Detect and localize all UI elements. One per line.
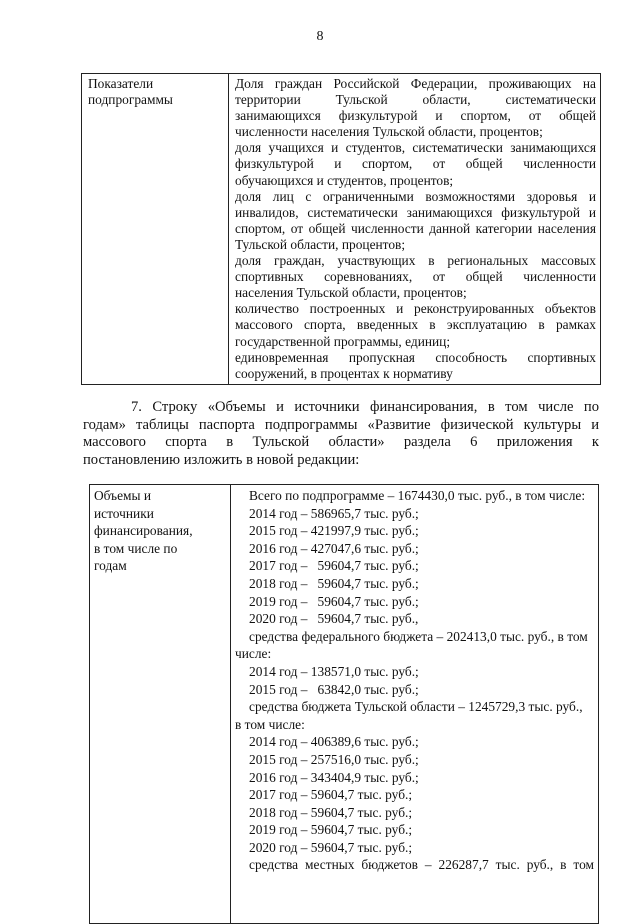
financing-line: 2015 год – 257516,0 тыс. руб.; [249, 751, 419, 767]
financing-line: числе: [235, 646, 272, 662]
financing-line: 2015 год – 421997,9 тыс. руб.; [249, 523, 419, 539]
financing-line: 2020 год – 59604,7 тыс. руб.; [249, 839, 413, 855]
financing-line: 2018 год – 59604,7 тыс. руб.; [249, 804, 413, 820]
page-number: 8 [316, 29, 324, 44]
indicators-line: количество построенных и реконструированных объектов [235, 301, 596, 317]
indicators-label-cell [82, 74, 229, 385]
paragraph-line: 7. Строку «Объемы и источники финансирования, в том числе по [131, 399, 599, 415]
financing-label-line: финансирования, [94, 523, 193, 539]
financing-line: 2020 год – 59604,7 тыс. руб., [249, 611, 419, 627]
indicators-line: численности населения Тульской области, процентов; [235, 124, 543, 140]
financing-line: в том числе: [235, 716, 305, 732]
indicators-line: доля лиц с ограниченными возможностями здоровья и [235, 188, 596, 204]
financing-value-cell [231, 485, 599, 924]
amendment-paragraph [83, 399, 599, 469]
indicators-value-cell [229, 74, 601, 385]
financing-line: 2016 год – 427047,6 тыс. руб.; [249, 540, 419, 556]
indicators-line: территории Тульской области, систематически [235, 92, 596, 108]
financing-label-line: годам [94, 558, 127, 574]
indicators-line: единовременная пропускная способность спортивных [235, 349, 596, 365]
financing-label-line: в том числе по [94, 540, 178, 556]
financing-line: 2017 год – 59604,7 тыс. руб.; [249, 558, 419, 574]
financing-label-line: источники [94, 505, 154, 521]
paragraph-line: постановлению изложить в новой редакции: [83, 451, 360, 468]
table-row [82, 74, 601, 385]
indicators-line: Тульской области, процентов; [235, 236, 406, 252]
financing-line: средства местных бюджетов – 226287,7 тыс. руб., в том [249, 857, 594, 873]
indicators-line: инвалидов, систематически занимающихся физкультурой и [235, 204, 596, 220]
financing-line: 2017 год – 59604,7 тыс. руб.; [249, 787, 413, 803]
indicators-line: доля учащихся и студентов, систематически занимающихся [235, 140, 596, 156]
indicators-line: государственной программы, единиц; [235, 333, 451, 349]
financing-line: 2014 год – 138571,0 тыс. руб.; [249, 663, 419, 679]
indicators-table [81, 73, 601, 385]
table-row [90, 485, 599, 924]
financing-line: средства федерального бюджета – 202413,0 тыс. руб., в том [249, 628, 588, 644]
financing-line: 2018 год – 59604,7 тыс. руб.; [249, 575, 419, 591]
indicators-line: спортивных соревнованиях, от общей численности [235, 269, 596, 285]
financing-line: 2015 год – 63842,0 тыс. руб.; [249, 681, 419, 697]
financing-line: 2014 год – 586965,7 тыс. руб.; [249, 505, 419, 521]
financing-table [89, 484, 599, 924]
indicators-line: спортом, от общей численности данной категории населения [235, 220, 596, 236]
indicators-line: занимающихся физкультурой и спортом, от общей [235, 108, 596, 124]
financing-line: 2016 год – 343404,9 тыс. руб.; [249, 769, 419, 785]
financing-line: Всего по подпрограмме – 1674430,0 тыс. руб., в том числе: [249, 488, 586, 503]
financing-label-cell [90, 485, 231, 924]
indicators-line: обучающихся и студентов, процентов; [235, 172, 454, 188]
financing-line: 2019 год – 59604,7 тыс. руб.; [249, 593, 419, 609]
indicators-line: сооружений, в процентах к нормативу [235, 365, 453, 381]
indicators-line: доля граждан, участвующих в региональных массовых [235, 253, 596, 269]
paragraph-line: массового спорта в Тульской области» раздела 6 приложения к [83, 434, 599, 451]
indicators-line: физкультурой и спортом, от общей численности [235, 156, 596, 172]
indicators-line: Доля граждан Российской Федерации, проживающих на [235, 76, 596, 91]
indicators-line: массового спорта, введенных в эксплуатацию в рамках [235, 317, 596, 333]
financing-line: 2014 год – 406389,6 тыс. руб.; [249, 734, 419, 750]
financing-line: средства бюджета Тульской области – 1245729,3 тыс. руб., [249, 699, 583, 715]
paragraph-line: годам» таблицы паспорта подпрограммы «Развитие физической культуры и [83, 416, 599, 433]
indicators-label-line: Показатели [88, 76, 154, 91]
indicators-label-line: подпрограммы [88, 92, 173, 108]
indicators-line: населения Тульской области, процентов; [235, 285, 467, 301]
financing-line: 2019 год – 59604,7 тыс. руб.; [249, 822, 413, 838]
financing-label-line: Объемы и [94, 488, 152, 503]
